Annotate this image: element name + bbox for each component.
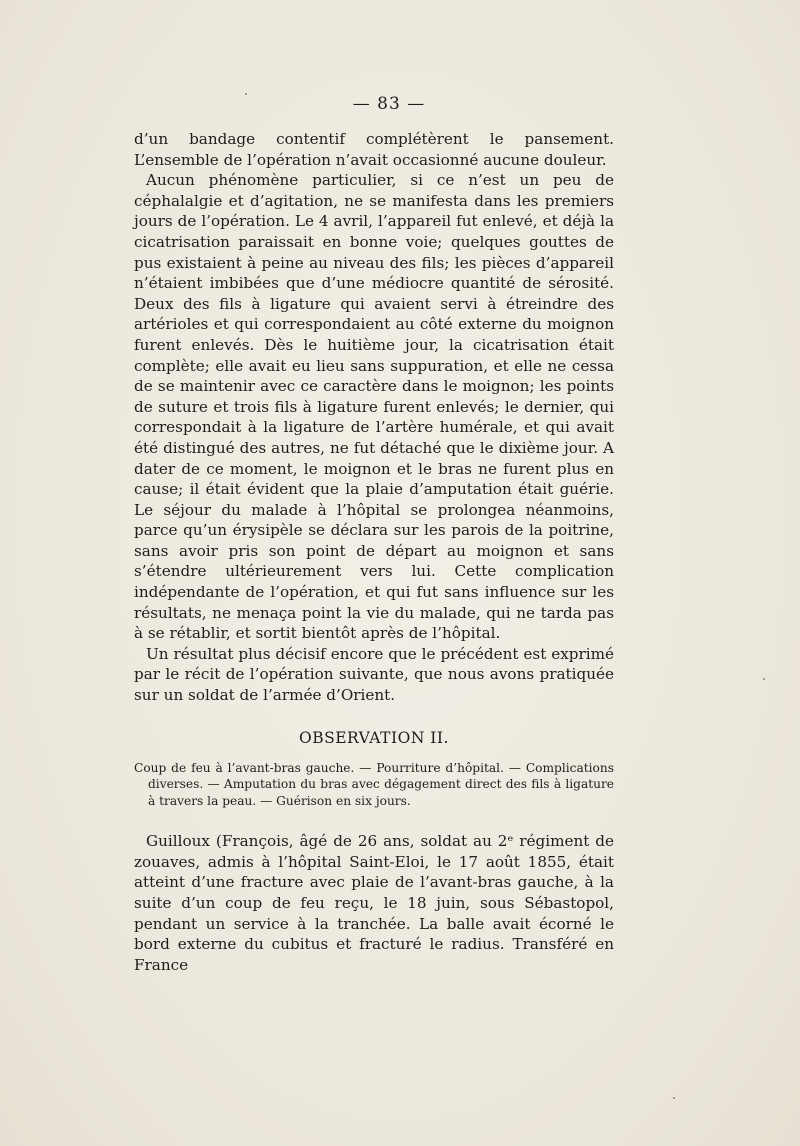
paper-speck: [763, 678, 765, 680]
paper-speck: [673, 1097, 675, 1099]
page-text: [134, 92, 614, 975]
observation-summary: Coup de feu à l’avant-bras gauche. — Pourriture d’hôpital. — Complications diverses. — Amputation du bras avec dégagement direct des fils à ligature à travers la peau. — Guérison en six jours.: [134, 760, 614, 808]
paragraph: Aucun phénomène particulier, si ce n’est un peu de céphalalgie et d’agitation, ne se manifesta dans les premiers jours de l’opération. Le 4 avril, l’appareil fut enlevé, et déjà la cicatrisation paraissait en bonne voie; quelques gouttes de pus existaient à peine au niveau des fils; les pièces d’appareil n’étaient imbibées que d’une médiocre quantité de sérosité. Deux des fils à ligature qui avaient servi à étreindre des artérioles et qui correspondaient au côté externe du moignon furent enlevés. Dès le huitième jour, la cicatrisation était complète; elle avait eu lieu sans suppuration, et elle ne cessa de se maintenir avec ce caractère dans le moignon; les points de suture et trois fils à ligature furent enlevés; le dernier, qui correspondait à la ligature de l’artère humérale, et qui avait été distingué des autres, ne fut détaché que le dixième jour. A dater de ce moment, le moignon et le bras ne furent plus en cause; il était évident que la plaie d’amputation était guérie. Le séjour du malade à l’hôpital se prolongea néanmoins, parce qu’un érysipèle se déclara sur les parois de la poitrine, sans avoir pris son point de départ au moignon et sans s’étendre ultérieurement vers lui. Cette complication indépendante de l’opération, et qui fut sans influence sur les résultats, ne menaça point la vie du malade, qui ne tarda pas à se rétablir, et sortit bientôt après de l’hôpital.: [134, 171, 614, 643]
observation-body: Guilloux (François, âgé de 26 ans, soldat au 2ᵉ régiment de zouaves, admis à l’hôpital Saint-Eloi, le 17 août 1855, était atteint d’une fracture avec plaie de l’avant-bras gauche, à la suite d’un coup de feu reçu, le 18 juin, sous Sébastopol, pendant un service à la tranchée. La balle avait écorné le bord externe du cubitus et fracturé le radius. Transféré en France: [134, 832, 614, 974]
paragraph: d’un bandage contentif complétèrent le pansement. L’ensemble de l’opération n’avait occasionné aucune douleur.: [134, 130, 614, 169]
observation-heading: OBSERVATION II.: [299, 728, 449, 747]
paragraph: Un résultat plus décisif encore que le précédent est exprimé par le récit de l’opération suivante, que nous avons pratiquée sur un soldat de l’armée d’Orient.: [134, 644, 614, 705]
page-number: — 83 —: [352, 94, 426, 114]
